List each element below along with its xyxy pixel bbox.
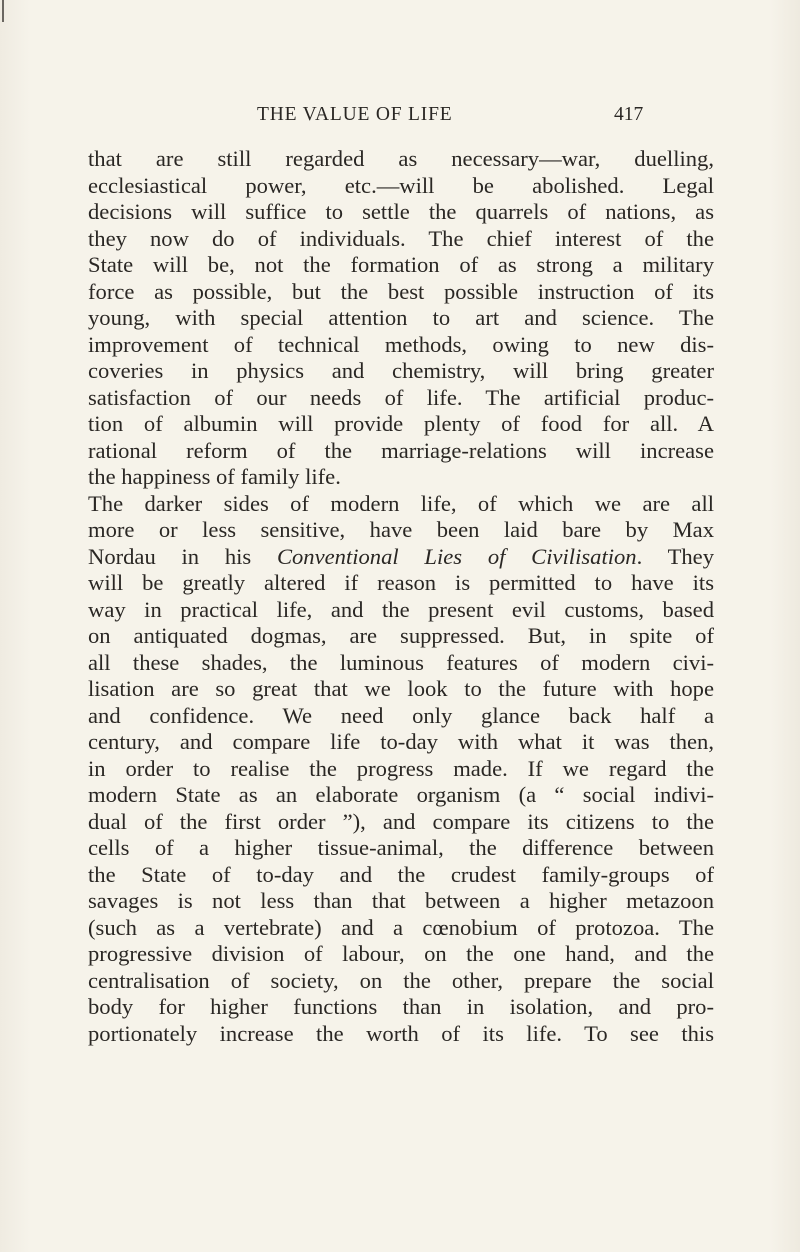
text-line: the happiness of family life. [88,464,341,489]
text-line: decisions will suffice to settle the quarrels of nations, as [88,199,714,224]
text-segment: . They [636,543,714,569]
page-number: 417 [614,104,644,125]
text-line: they now do of individuals. The chief interest of the [88,225,714,251]
text-line: coveries in physics and chemistry, will bring greater [88,358,714,383]
text-line: will be greatly altered if reason is permitted to have its [88,570,714,595]
body-text [88,146,714,1047]
text-line: the State of to-day and the crudest family-groups of [88,861,714,887]
text-line: ecclesiastical power, etc.—will be abolished. Legal [88,172,714,198]
text-line: satisfaction of our needs of life. The artificial produc- [88,384,714,410]
text-line: rational reform of the marriage-relations will increase [88,437,714,463]
text-line: in order to realise the progress made. If we regard the [88,755,714,781]
book-title: Conventional Lies of Civilisation [276,543,637,569]
text-line: more or less sensitive, have been laid bare by Max [88,517,714,542]
text-line: cells of a higher tissue-animal, the difference between [88,835,714,860]
text-line: way in practical life, and the present evil customs, based [88,596,714,622]
text-line: portionately increase the worth of its life. To see this [88,1020,714,1046]
text-line-with-title [88,544,714,571]
text-line: body for higher functions than in isolation, and pro- [88,994,714,1019]
text-line: dual of the first order ”), and compare its citizens to the [88,808,714,834]
text-line: on antiquated dogmas, are suppressed. But, in spite of [88,623,714,648]
text-line: centralisation of society, on the other, prepare the social [88,967,714,993]
text-line: and confidence. We need only glance back half a [88,702,714,728]
text-line: modern State as an elaborate organism (a “ social indivi- [88,782,714,807]
text-line: State will be, not the formation of as strong a military [88,252,714,277]
text-line: savages is not less than that between a higher metazoon [88,888,714,913]
text-line: young, with special attention to art and science. The [88,305,714,330]
text-line: lisation are so great that we look to the future with hope [88,676,714,701]
text-line: all these shades, the luminous features of modern civi- [88,649,714,675]
text-line: century, and compare life to-day with what it was then, [88,729,714,754]
text-line: (such as a vertebrate) and a cœnobium of protozoa. The [88,914,714,940]
text-line: The darker sides of modern life, of which we are all [88,490,714,516]
page-edge-mark [2,0,4,22]
text-line: tion of albumin will provide plenty of food for all. A [88,411,714,436]
text-segment: Nordau in his [88,543,277,569]
text-line: force as possible, but the best possible instruction of its [88,278,714,304]
text-line: progressive division of labour, on the one hand, and the [88,941,714,966]
running-title: THE VALUE OF LIFE [257,104,453,125]
text-line: improvement of technical methods, owing to new dis- [88,331,714,357]
text-line: that are still regarded as necessary—war, duelling, [88,146,714,171]
